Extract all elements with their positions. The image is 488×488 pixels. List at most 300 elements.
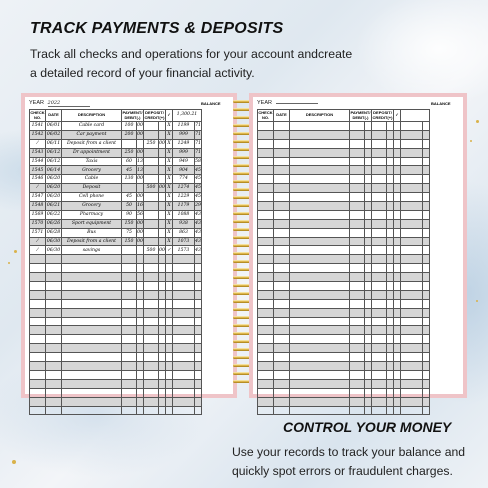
deposit-cell: [144, 335, 159, 344]
balance-cents-cell: 71: [195, 122, 202, 131]
payment-cell: 100: [122, 122, 137, 131]
description-cell: [62, 326, 122, 335]
description-cell: Dr appointment: [62, 148, 122, 157]
payment-cents-cell: [137, 379, 144, 388]
mark-cell: [394, 166, 401, 175]
payment-cents-cell: [365, 175, 372, 184]
deposit-cell: [372, 344, 387, 353]
check-no-cell: [258, 379, 274, 388]
deposit-cell: 500: [144, 184, 159, 193]
check-no-cell: 1571: [30, 228, 46, 237]
table-row: [258, 122, 430, 131]
table-row: [30, 139, 202, 148]
check-no-cell: [30, 273, 46, 282]
description-cell: [290, 122, 350, 131]
payment-cell: [350, 246, 365, 255]
balance-cell: [401, 282, 423, 291]
header-payment-right: PAYMENT/ DEBIT(-): [350, 110, 371, 120]
date-cell: [46, 406, 62, 415]
date-cell: [274, 273, 290, 282]
mark-cell: [394, 282, 401, 291]
check-no-cell: [258, 184, 274, 193]
mark-cell: [166, 308, 173, 317]
deposit-cents-cell: [387, 282, 394, 291]
check-no-cell: ⁄: [30, 237, 46, 246]
deposit-cell: [144, 237, 159, 246]
deposit-cell: [144, 228, 159, 237]
description-cell: Cable: [62, 175, 122, 184]
header-checkmark: ✓: [166, 110, 173, 122]
mark-cell: [394, 255, 401, 264]
table-row: [30, 255, 202, 264]
deposit-cents-cell: [159, 282, 166, 291]
payment-cell: [350, 406, 365, 415]
deposit-cell: [372, 193, 387, 202]
check-no-cell: [258, 362, 274, 371]
description-cell: [290, 193, 350, 202]
balance-cents-cell: 71: [195, 139, 202, 148]
deposit-cents-cell: [159, 148, 166, 157]
payment-cents-cell: [137, 344, 144, 353]
deposit-cell: [144, 406, 159, 415]
check-no-cell: [258, 255, 274, 264]
payment-cents-cell: [137, 406, 144, 415]
date-cell: [274, 157, 290, 166]
payment-cell: [350, 397, 365, 406]
date-cell: [274, 175, 290, 184]
subtitle-track: Track all checks and operations for your account andcreate a detailed record of your financial activity.: [30, 47, 353, 80]
balance-cents-cell: [423, 290, 430, 299]
description-cell: [290, 273, 350, 282]
check-no-cell: [30, 317, 46, 326]
mark-cell: X: [166, 148, 173, 157]
header-description: DESCRIPTION: [62, 110, 122, 122]
balance-cell: [173, 406, 195, 415]
balance-cents-cell: [423, 406, 430, 415]
balance-cell: 1573: [173, 246, 195, 255]
table-row: [258, 362, 430, 371]
balance-cents-cell: [423, 122, 430, 131]
payment-cell: [122, 139, 137, 148]
deposit-cents-cell: [159, 130, 166, 139]
date-cell: [46, 299, 62, 308]
description-cell: [62, 255, 122, 264]
deposit-cents-cell: [159, 228, 166, 237]
check-no-cell: [258, 202, 274, 211]
payment-cents-cell: [365, 370, 372, 379]
balance-cell: [401, 335, 423, 344]
balance-cents-cell: [423, 317, 430, 326]
deposit-cell: [144, 273, 159, 282]
check-no-cell: [258, 317, 274, 326]
payment-cell: [122, 353, 137, 362]
balance-cents-cell: [195, 273, 202, 282]
payment-cell: [122, 273, 137, 282]
check-no-cell: ⁄: [30, 184, 46, 193]
balance-cents-cell: [423, 255, 430, 264]
payment-cell: [122, 290, 137, 299]
payment-cents-cell: 16: [137, 202, 144, 211]
header-deposit-right: DEPOSIT/ CREDIT(+): [372, 110, 393, 120]
deposit-cents-cell: [387, 255, 394, 264]
mark-cell: [394, 148, 401, 157]
deposit-cents-cell: [387, 175, 394, 184]
payment-cents-cell: [365, 193, 372, 202]
check-no-cell: [258, 282, 274, 291]
mark-cell: [394, 175, 401, 184]
deposit-cents-cell: 00: [159, 246, 166, 255]
payment-cents-cell: [137, 397, 144, 406]
check-no-cell: 1546: [30, 175, 46, 184]
balance-cents-cell: [423, 388, 430, 397]
balance-cell: [401, 122, 423, 131]
mark-cell: [166, 370, 173, 379]
balance-cell: [401, 193, 423, 202]
description-cell: [290, 308, 350, 317]
mark-cell: [166, 406, 173, 415]
description-cell: [290, 290, 350, 299]
table-row: [258, 273, 430, 282]
balance-cell: [401, 139, 423, 148]
date-cell: [46, 264, 62, 273]
date-cell: [274, 210, 290, 219]
table-row: [258, 335, 430, 344]
check-no-cell: [30, 379, 46, 388]
payment-cents-cell: [365, 326, 372, 335]
payment-cents-cell: 00: [137, 237, 144, 246]
description-cell: [290, 282, 350, 291]
balance-cell: [173, 264, 195, 273]
payment-cell: [350, 308, 365, 317]
deposit-cents-cell: [159, 157, 166, 166]
date-cell: [274, 282, 290, 291]
date-cell: 06/02: [46, 130, 62, 139]
balance-cents-cell: [423, 157, 430, 166]
deposit-cents-cell: [387, 317, 394, 326]
balance-cell: [401, 237, 423, 246]
deposit-cents-cell: [387, 139, 394, 148]
payment-cell: [350, 370, 365, 379]
header-check-no-right: CHECK NO.: [258, 110, 273, 120]
date-cell: [274, 335, 290, 344]
description-cell: [62, 362, 122, 371]
date-cell: [46, 353, 62, 362]
balance-cell: [401, 246, 423, 255]
check-no-cell: [258, 308, 274, 317]
balance-cents-cell: [195, 264, 202, 273]
payment-cell: [350, 228, 365, 237]
balance-cell: [401, 379, 423, 388]
payment-cell: [122, 255, 137, 264]
payment-cents-cell: [365, 122, 372, 131]
date-cell: [46, 290, 62, 299]
balance-cents-cell: [195, 335, 202, 344]
payment-cell: [350, 175, 365, 184]
deposit-cents-cell: [159, 370, 166, 379]
deposit-cell: [144, 264, 159, 273]
ledger-header-row: [30, 110, 202, 122]
ledger-table-left: [29, 109, 202, 415]
payment-cell: [350, 157, 365, 166]
mark-cell: [394, 210, 401, 219]
ledger-right-page: [249, 93, 467, 398]
mark-cell: [166, 379, 173, 388]
date-cell: [274, 379, 290, 388]
balance-cents-cell: 43: [195, 228, 202, 237]
mark-cell: X: [166, 193, 173, 202]
description-cell: Deposit from a client: [62, 139, 122, 148]
mark-cell: [394, 344, 401, 353]
deposit-cell: [372, 299, 387, 308]
mark-cell: [394, 122, 401, 131]
year-row-right: [257, 100, 318, 106]
check-no-cell: [258, 148, 274, 157]
deposit-cents-cell: [387, 370, 394, 379]
deposit-cents-cell: [159, 273, 166, 282]
description-cell: [290, 326, 350, 335]
deposit-cell: [372, 246, 387, 255]
description-cell: [290, 388, 350, 397]
payment-cell: 90: [122, 210, 137, 219]
payment-cents-cell: 00: [137, 193, 144, 202]
date-cell: [274, 184, 290, 193]
balance-cents-cell: 45: [195, 166, 202, 175]
description-cell: Pharmacy: [62, 210, 122, 219]
description-cell: [290, 317, 350, 326]
mark-cell: X: [166, 202, 173, 211]
payment-cell: 45: [122, 166, 137, 175]
payment-cell: [122, 397, 137, 406]
heading-track-payments: TRACK PAYMENTS & DEPOSITS: [30, 20, 284, 37]
deposit-cell: [144, 175, 159, 184]
balance-cell: [401, 166, 423, 175]
deposit-cell: [372, 379, 387, 388]
payment-cell: [350, 148, 365, 157]
deposit-cents-cell: [159, 362, 166, 371]
payment-cents-cell: [365, 308, 372, 317]
payment-cents-cell: [365, 166, 372, 175]
balance-cents-cell: [423, 246, 430, 255]
deposit-cents-cell: [159, 210, 166, 219]
table-row: [258, 219, 430, 228]
balance-cell: 1073: [173, 237, 195, 246]
payment-cents-cell: [365, 228, 372, 237]
heading-control-money: CONTROL YOUR MONEY: [283, 419, 452, 435]
date-cell: 06/21: [46, 202, 62, 211]
description-cell: [290, 202, 350, 211]
balance-cents-cell: [423, 326, 430, 335]
description-cell: [62, 273, 122, 282]
balance-cell: [401, 175, 423, 184]
ledger-table-right: [257, 109, 430, 415]
deposit-cents-cell: [387, 379, 394, 388]
deposit-cell: [372, 122, 387, 131]
check-no-cell: [30, 308, 46, 317]
date-cell: [274, 317, 290, 326]
date-cell: [274, 290, 290, 299]
payment-cents-cell: [137, 299, 144, 308]
description-cell: [290, 157, 350, 166]
deposit-cents-cell: [159, 237, 166, 246]
check-no-cell: [258, 166, 274, 175]
table-row: [258, 379, 430, 388]
table-row: [30, 264, 202, 273]
table-row: [30, 326, 202, 335]
table-row: [258, 139, 430, 148]
balance-cell: [173, 299, 195, 308]
payment-cell: [350, 379, 365, 388]
payment-cents-cell: [365, 353, 372, 362]
check-no-cell: [258, 237, 274, 246]
check-no-cell: 1545: [30, 166, 46, 175]
description-cell: [62, 406, 122, 415]
deposit-cell: [372, 317, 387, 326]
description-cell: [290, 130, 350, 139]
balance-cents-cell: 43: [195, 210, 202, 219]
balance-cents-cell: 45: [195, 184, 202, 193]
date-cell: 06/26: [46, 219, 62, 228]
deposit-cell: [144, 379, 159, 388]
deposit-cell: [144, 255, 159, 264]
date-cell: [274, 308, 290, 317]
date-cell: [274, 237, 290, 246]
deposit-cell: [372, 130, 387, 139]
mark-cell: [394, 237, 401, 246]
date-cell: [46, 370, 62, 379]
header-description-right: DESCRIPTION: [290, 110, 350, 122]
mark-cell: [394, 264, 401, 273]
payment-cents-cell: [365, 379, 372, 388]
date-cell: [274, 202, 290, 211]
payment-cell: [350, 166, 365, 175]
table-row: [30, 335, 202, 344]
balance-cents-cell: 45: [195, 193, 202, 202]
mark-cell: X: [166, 122, 173, 131]
balance-cell: [401, 184, 423, 193]
balance-cents-cell: 71: [195, 148, 202, 157]
deposit-cents-cell: [159, 290, 166, 299]
payment-cell: [350, 202, 365, 211]
table-row: [258, 166, 430, 175]
payment-cell: [350, 255, 365, 264]
table-row: [30, 317, 202, 326]
deposit-cell: [372, 362, 387, 371]
mark-cell: [394, 406, 401, 415]
deposit-cell: [144, 353, 159, 362]
balance-cents-cell: [195, 308, 202, 317]
balance-cell: [173, 273, 195, 282]
check-no-cell: 1570: [30, 219, 46, 228]
balance-cents-cell: [423, 139, 430, 148]
subtitle-control: Use your records to track your balance and quickly spot errors or fraudulent charges.: [232, 445, 466, 478]
deposit-cents-cell: [387, 130, 394, 139]
table-row: [258, 370, 430, 379]
check-no-cell: 1543: [30, 148, 46, 157]
balance-cell: [401, 255, 423, 264]
description-cell: [62, 370, 122, 379]
mark-cell: [394, 184, 401, 193]
table-row: [30, 175, 202, 184]
payment-cell: [350, 362, 365, 371]
mark-cell: [394, 273, 401, 282]
balance-cell: [401, 370, 423, 379]
ledger-left-page: [21, 93, 237, 398]
payment-cell: [350, 344, 365, 353]
payment-cell: 130: [122, 175, 137, 184]
table-row: [258, 388, 430, 397]
payment-cents-cell: 00: [137, 122, 144, 131]
balance-cents-cell: [423, 397, 430, 406]
payment-cents-cell: [365, 139, 372, 148]
payment-cents-cell: [365, 362, 372, 371]
date-cell: 06/11: [46, 139, 62, 148]
description-cell: [290, 228, 350, 237]
payment-cell: [122, 184, 137, 193]
mark-cell: [166, 388, 173, 397]
balance-cell: [401, 290, 423, 299]
deposit-cell: [144, 362, 159, 371]
check-no-cell: [258, 228, 274, 237]
deposit-cents-cell: [387, 344, 394, 353]
deposit-cell: [372, 308, 387, 317]
payment-cell: 50: [122, 202, 137, 211]
check-no-cell: [30, 326, 46, 335]
mark-cell: X: [166, 228, 173, 237]
check-no-cell: [30, 370, 46, 379]
balance-cell: 938: [173, 219, 195, 228]
payment-cell: [350, 184, 365, 193]
payment-cents-cell: [365, 255, 372, 264]
check-no-cell: [258, 353, 274, 362]
description-cell: [290, 246, 350, 255]
balance-cents-cell: [423, 210, 430, 219]
payment-cell: [350, 193, 365, 202]
check-no-cell: [258, 139, 274, 148]
year-value: 2022: [48, 100, 90, 107]
check-no-cell: [30, 353, 46, 362]
date-cell: [274, 299, 290, 308]
payment-cents-cell: [137, 282, 144, 291]
deposit-cents-cell: [159, 202, 166, 211]
balance-cell: [401, 148, 423, 157]
deposit-cents-cell: 00: [159, 184, 166, 193]
year-row: [29, 100, 90, 107]
deposit-cents-cell: [387, 362, 394, 371]
balance-cents-cell: [423, 193, 430, 202]
date-cell: [274, 388, 290, 397]
deposit-cents-cell: [159, 335, 166, 344]
deposit-cell: [144, 210, 159, 219]
check-no-cell: [258, 397, 274, 406]
description-cell: [62, 335, 122, 344]
description-cell: [62, 290, 122, 299]
year-line-right: [276, 103, 318, 104]
check-no-cell: [30, 299, 46, 308]
check-no-cell: [258, 219, 274, 228]
deposit-cents-cell: [159, 397, 166, 406]
description-cell: Car payment: [62, 130, 122, 139]
table-row: [258, 130, 430, 139]
mark-cell: [166, 282, 173, 291]
payment-cents-cell: [137, 264, 144, 273]
payment-cell: [122, 299, 137, 308]
balance-cents-cell: [195, 344, 202, 353]
description-cell: Grocery: [62, 166, 122, 175]
deposit-cents-cell: 00: [159, 139, 166, 148]
balance-cell: [401, 210, 423, 219]
deposit-cents-cell: [159, 406, 166, 415]
deposit-cents-cell: [159, 166, 166, 175]
